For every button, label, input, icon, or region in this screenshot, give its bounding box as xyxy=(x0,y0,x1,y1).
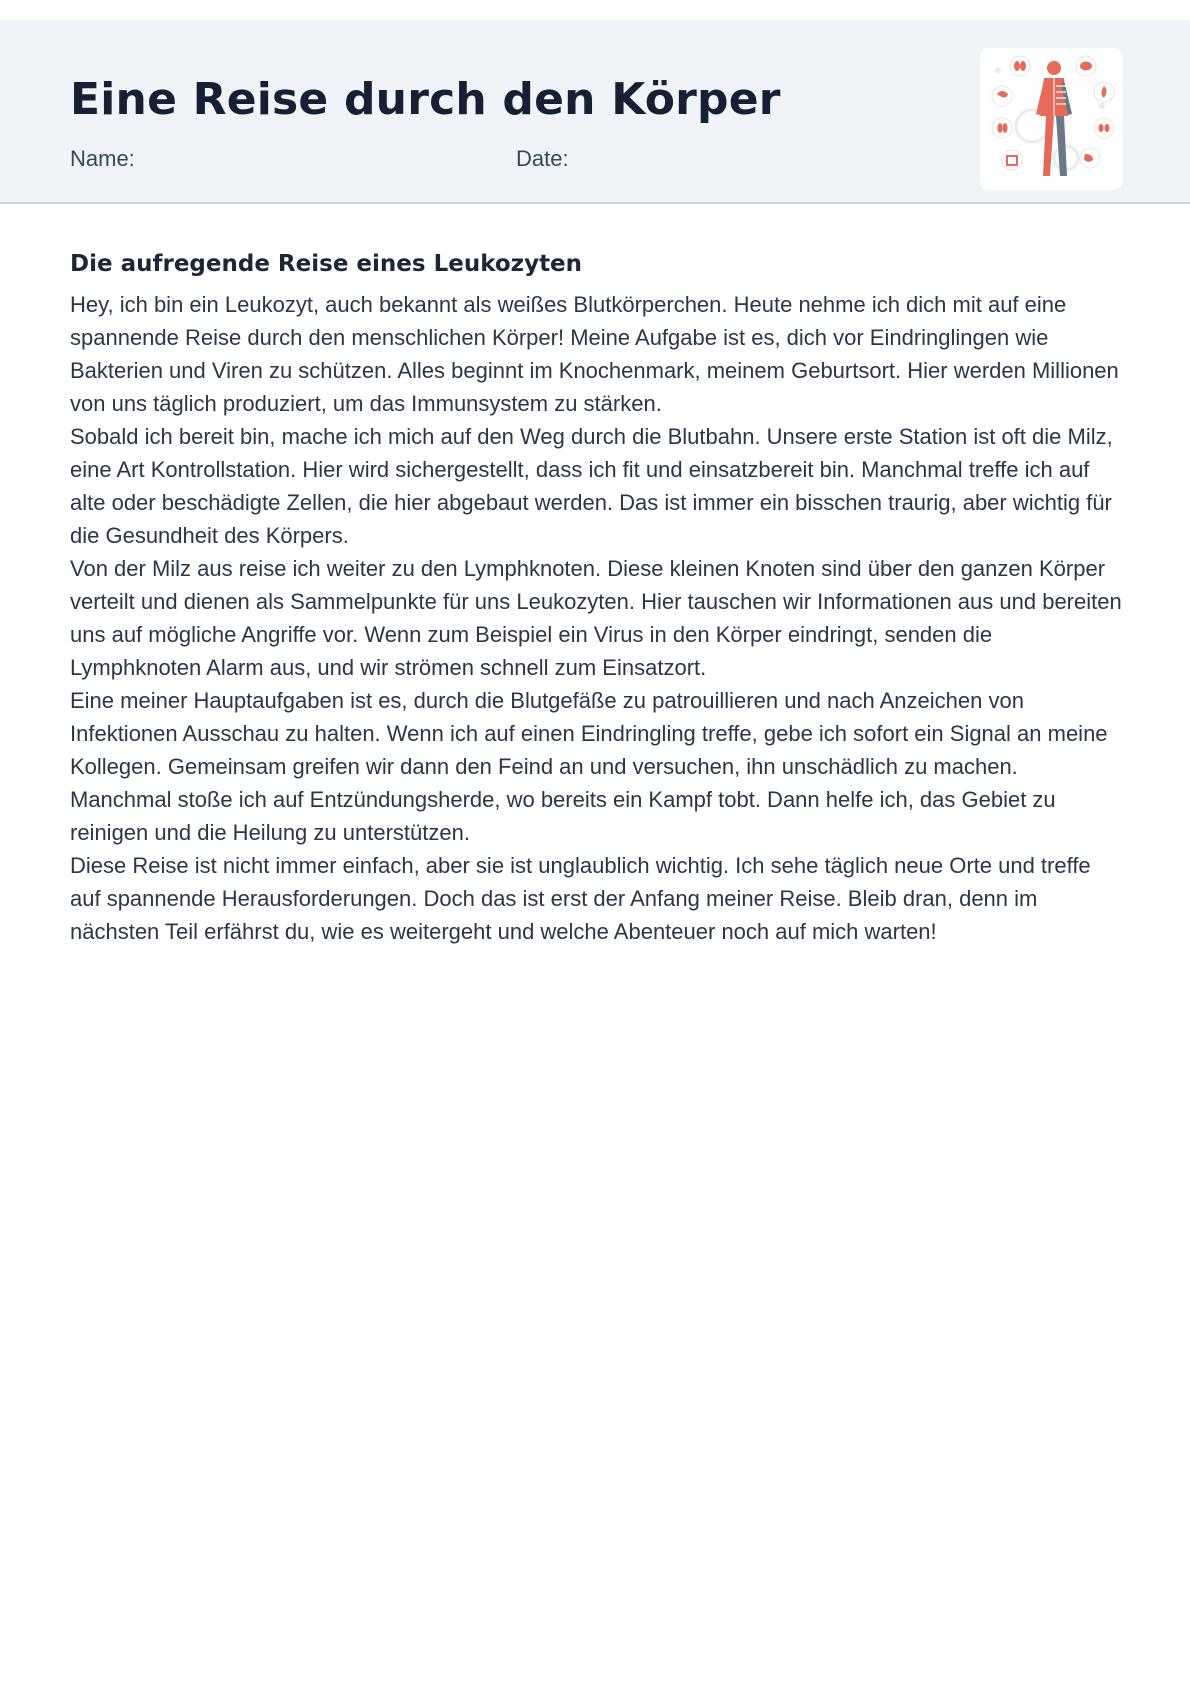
paragraph: Sobald ich bereit bin, mache ich mich auf den Weg durch die Blutbahn. Unsere erste Station ist oft die Milz, eine Art Kontrollstation. Hier wird sichergestellt, dass ich fit und einsatzbereit bin. Manchmal treffe ich auf alte oder beschädigte Zellen, die hier abgebaut werden. Das ist immer ein bisschen traurig, aber wichtig für die Gesundheit des Körpers. xyxy=(70,424,1113,549)
paragraph: Hey, ich bin ein Leukozyt, auch bekannt als weißes Blutkörperchen. Heute nehme ich dich mit auf eine spannende Reise durch den menschlichen Körper! Meine Aufgabe ist es, dich vor Eindringlingen wie Bakterien und Viren zu schützen. Alles beginnt im Knochenmark, meinem Geburtsort. Hier werden Millionen von uns täglich produziert, um das Immunsystem zu stärken. xyxy=(70,292,1119,417)
date-field-label: Date: xyxy=(516,146,569,171)
article xyxy=(70,248,1122,948)
section-heading: Die aufregende Reise eines Leukozyten xyxy=(70,251,583,277)
paragraph: Diese Reise ist nicht immer einfach, aber sie ist unglaublich wichtig. Ich sehe täglich neue Orte und treffe auf spannende Herausforderungen. Doch das ist erst der Anfang meiner Reise. Bleib dran, denn im nächsten Teil erfährst du, wie es weitergeht und welche Abenteuer noch auf mich warten! xyxy=(70,853,1091,945)
human-anatomy-icon xyxy=(980,48,1122,190)
paragraph: Von der Milz aus reise ich weiter zu den Lymphknoten. Diese kleinen Knoten sind über den ganzen Körper verteilt und dienen als Sammelpunkte für uns Leukozyten. Hier tauschen wir Informationen aus und bereiten uns auf mögliche Angriffe vor. Wenn zum Beispiel ein Virus in den Körper eindringt, senden die Lymphknoten Alarm aus, und wir strömen schnell zum Einsatzort. xyxy=(70,556,1122,681)
worksheet-header xyxy=(0,20,1190,204)
page-title: Eine Reise durch den Körper xyxy=(70,74,781,125)
name-field-label: Name: xyxy=(70,146,135,171)
paragraph: Eine meiner Hauptaufgaben ist es, durch die Blutgefäße zu patrouillieren und nach Anzeichen von Infektionen Ausschau zu halten. Wenn ich auf einen Eindringling treffe, gebe ich sofort ein Signal an meine Kollegen. Gemeinsam greifen wir dann den Feind an und versuchen, ihn unschädlich zu machen. Manchmal stoße ich auf Entzündungsherde, wo bereits ein Kampf tobt. Dann helfe ich, das Gebiet zu reinigen und die Heilung zu unterstützen. xyxy=(70,688,1108,846)
